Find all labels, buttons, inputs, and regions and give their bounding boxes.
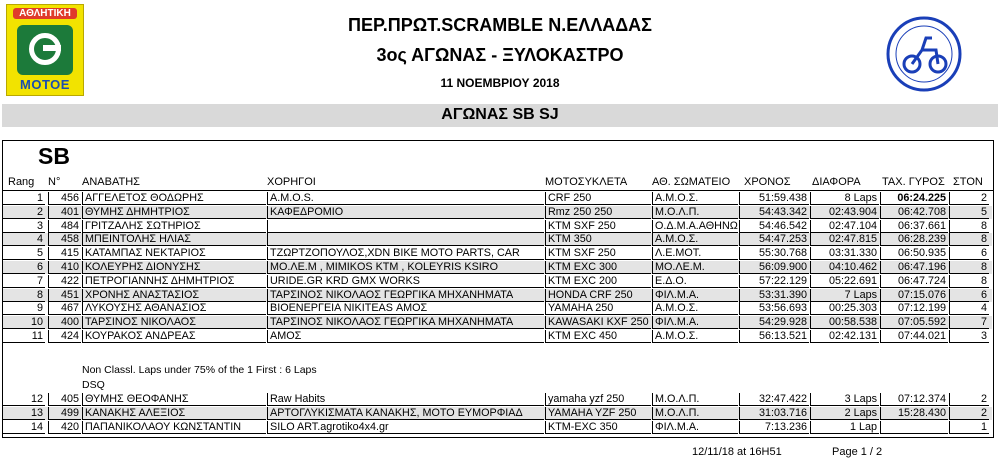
cell-club: Λ.Ε.ΜΟΤ. <box>652 247 738 260</box>
column-headers <box>0 176 1000 190</box>
cell-diff: 02:42.131 <box>810 330 879 343</box>
cell-num: 484 <box>48 220 81 233</box>
cell-club: Α.Μ.Ο.Σ. <box>652 233 738 246</box>
cell-sponsors: ΑΡΤΟΓΛΥΚΙΣΜΑΤΑ ΚΑΝΑΚΗΣ, ΜΟΤΟ ΕΥΜΟΡΦΙΑΔ <box>267 407 544 420</box>
cell-club: Ο.Δ.Μ.Α.ΑΘΗΝΩ <box>652 220 738 233</box>
cell-num: 456 <box>48 192 81 205</box>
cell-bike: CRF 250 <box>545 192 651 205</box>
cell-rang: 2 <box>2 206 45 219</box>
cell-diff: 7 Laps <box>810 289 879 302</box>
cell-time: 32:47.422 <box>739 393 809 406</box>
cell-on: 4 <box>949 302 989 315</box>
cell-sponsors: SILO ART.agrotiko4x4.gr <box>267 421 544 434</box>
cell-bike: KTM EXC 300 <box>545 261 651 274</box>
cell-on: 8 <box>949 233 989 246</box>
cell-bike: KTM EXC 200 <box>545 275 651 288</box>
table-row <box>0 192 1000 205</box>
cell-club: Α.Μ.Ο.Σ. <box>652 302 738 315</box>
table-row <box>0 316 1000 329</box>
logo-top-text: ΑΘΛΗΤΙΚΗ <box>13 8 77 19</box>
cell-time: 57:22.129 <box>739 275 809 288</box>
table-row <box>0 421 1000 434</box>
cell-rang: 7 <box>2 275 45 288</box>
cell-rider: ΛΥΚΟΥΣΗΣ ΑΘΑΝΑΣΙΟΣ <box>82 302 266 315</box>
cell-time: 54:46.542 <box>739 220 809 233</box>
cell-best: 06:50.935 <box>880 247 948 260</box>
cell-rang: 12 <box>2 393 45 406</box>
race-title: ΑΓΩΝΑΣ SB SJ <box>441 106 559 123</box>
cell-sponsors: Raw Habits <box>267 393 544 406</box>
cell-bike: KTM SXF 250 <box>545 220 651 233</box>
cell-club: Ε.Δ.Ο. <box>652 275 738 288</box>
cell-best: 07:05.592 <box>880 316 948 329</box>
dsq-label: DSQ <box>82 379 105 391</box>
col-time: ΧΡΟΝΟΣ <box>744 176 791 188</box>
cell-diff: 02:47.815 <box>810 233 879 246</box>
cell-bike: Rmz 250 250 <box>545 206 651 219</box>
cell-diff: 2 Laps <box>810 407 879 420</box>
cell-sponsors: A.M.O.S. <box>267 192 544 205</box>
table-row <box>0 330 1000 343</box>
cell-club: ΜΟ.ΛΕ.Μ. <box>652 261 738 274</box>
nonclass-note: Non Classl. Laps under 75% of the 1 First : 6 Laps <box>82 364 317 376</box>
championship-title: ΠΕΡ.ΠΡΩΤ.SCRAMBLE Ν.ΕΛΛΑΔΑΣ <box>348 15 652 35</box>
cell-num: 499 <box>48 407 81 420</box>
cell-sponsors: ΒΙΟΕΝΕΡΓΕΙΑ NIKITEAS ΑΜΟΣ <box>267 302 544 315</box>
cell-bike: KTM SXF 250 <box>545 247 651 260</box>
table-row <box>0 233 1000 246</box>
cell-rang: 10 <box>2 316 45 329</box>
cell-bike: YAMAHA YZF 250 <box>545 407 651 420</box>
cell-best: 06:42.708 <box>880 206 948 219</box>
cell-on: 1 <box>949 421 989 434</box>
cell-club: ΦΙΛ.Μ.Α. <box>652 421 738 434</box>
cell-on: 3 <box>949 330 989 343</box>
cell-bike: KTM 350 <box>545 233 651 246</box>
logo-bottom-text: ΜΟΤΟΕ <box>20 77 70 92</box>
cell-best: 07:12.374 <box>880 393 948 406</box>
table-row <box>0 275 1000 288</box>
cell-best: 06:37.661 <box>880 220 948 233</box>
cell-time: 53:31.390 <box>739 289 809 302</box>
cell-on: 7 <box>949 316 989 329</box>
cell-sponsors: ΤΑΡΣΙΝΟΣ ΝΙΚΟΛΑΟΣ ΓΕΩΡΓΙΚΑ ΜΗΧΑΝΗΜΑΤΑ <box>267 289 544 302</box>
cell-time: 51:59.438 <box>739 192 809 205</box>
cell-rang: 3 <box>2 220 45 233</box>
cell-club: Α.Μ.Ο.Σ. <box>652 330 738 343</box>
col-on: ΣΤΟΝ <box>953 176 983 188</box>
cell-time: 54:29.928 <box>739 316 809 329</box>
table-row <box>0 261 1000 274</box>
cell-time: 54:43.342 <box>739 206 809 219</box>
cell-rider: ΓΡΙΤΖΑΛΗΣ ΣΩΤΗΡΙΟΣ <box>82 220 266 233</box>
class-title: SB <box>38 143 70 169</box>
table-row <box>0 302 1000 315</box>
cell-on: 8 <box>949 220 989 233</box>
cell-rider: ΘΥΜΗΣ ΘΕΟΦΑΝΗΣ <box>82 393 266 406</box>
cell-rider: ΑΓΓΕΛΕΤΟΣ ΘΟΔΩΡΗΣ <box>82 192 266 205</box>
cell-num: 415 <box>48 247 81 260</box>
cell-bike: KTM-EXC 350 <box>545 421 651 434</box>
cell-best: 15:28.430 <box>880 407 948 420</box>
cell-sponsors: ΑΜΟΣ <box>267 330 544 343</box>
cell-num: 410 <box>48 261 81 274</box>
cell-best: 07:15.076 <box>880 289 948 302</box>
col-bike: ΜΟΤΟΣΥΚΛΕΤΑ <box>545 176 628 188</box>
cell-num: 400 <box>48 316 81 329</box>
cell-rider: ΚΟΛΕΥΡΗΣ ΔΙΟΝΥΣΗΣ <box>82 261 266 274</box>
cell-diff: 8 Laps <box>810 192 879 205</box>
cell-on: 2 <box>949 407 989 420</box>
cell-best: 06:47.724 <box>880 275 948 288</box>
cell-time: 31:03.716 <box>739 407 809 420</box>
cell-num: 422 <box>48 275 81 288</box>
cell-on: 8 <box>949 261 989 274</box>
cell-rider: ΜΠΕΙΝΤΟΛΗΣ ΗΛΙΑΣ <box>82 233 266 246</box>
cell-num: 458 <box>48 233 81 246</box>
col-club: ΑΘ. ΣΩΜΑΤΕΙΟ <box>652 176 731 188</box>
cell-rider: ΠΕΤΡΟΓΙΑΝΝΗΣ ΔΗΜΗΤΡΙΟΣ <box>82 275 266 288</box>
cell-num: 401 <box>48 206 81 219</box>
cell-best: 07:12.199 <box>880 302 948 315</box>
cell-diff: 02:43.904 <box>810 206 879 219</box>
cell-rider: ΧΡΟΝΗΣ ΑΝΑΣΤΑΣΙΟΣ <box>82 289 266 302</box>
cell-bike: KTM EXC 450 <box>545 330 651 343</box>
cell-rang: 8 <box>2 289 45 302</box>
cell-sponsors: ΜΟ.ΛΕ.Μ , MIMIKOS KTM , KOLEYRIS KSIRO <box>267 261 544 274</box>
cell-diff: 00:58.538 <box>810 316 879 329</box>
cell-on: 2 <box>949 192 989 205</box>
cell-diff: 03:31.330 <box>810 247 879 260</box>
cell-best <box>880 421 948 434</box>
cell-on: 8 <box>949 275 989 288</box>
cell-best: 06:24.225 <box>880 192 948 205</box>
cell-rang: 11 <box>2 330 45 343</box>
cell-sponsors <box>267 233 544 246</box>
print-timestamp: 12/11/18 at 16H51 <box>692 446 782 458</box>
cell-num: 405 <box>48 393 81 406</box>
table-row <box>0 206 1000 219</box>
cell-num: 451 <box>48 289 81 302</box>
cell-sponsors: ΤΖΩΡΤΖΟΠΟΥΛΟΣ,XDN BIKE MOTO PARTS, CAR <box>267 247 544 260</box>
cell-time: 53:56.693 <box>739 302 809 315</box>
cell-bike: YAMAHA 250 <box>545 302 651 315</box>
cell-club: ΦΙΛ.Μ.Α. <box>652 316 738 329</box>
table-row <box>0 247 1000 260</box>
event-date: 11 ΝΟΕΜΒΡΙΟΥ 2018 <box>440 76 560 90</box>
cell-num: 424 <box>48 330 81 343</box>
cell-club: ΦΙΛ.Μ.Α. <box>652 289 738 302</box>
table-row <box>0 220 1000 233</box>
cell-diff: 3 Laps <box>810 393 879 406</box>
cell-sponsors: ΚΑΦΕΔΡΟΜΙΟ <box>267 206 544 219</box>
cell-rider: ΚΑΤΑΜΠΑΣ ΝΕΚΤΑΡΙΟΣ <box>82 247 266 260</box>
col-rider: ΑΝΑΒΑΤΗΣ <box>82 176 140 188</box>
cell-time: 56:13.521 <box>739 330 809 343</box>
col-best-lap: ΤΑΧ. ΓΥΡΟΣ <box>882 176 945 188</box>
cell-time: 55:30.768 <box>739 247 809 260</box>
header-divider <box>2 190 994 191</box>
cell-rang: 13 <box>2 407 45 420</box>
cell-best: 07:44.021 <box>880 330 948 343</box>
cell-rider: ΚΟΥΡΑΚΟΣ ΑΝΔΡΕΑΣ <box>82 330 266 343</box>
cell-sponsors: URIDE.GR KRD GMX WORKS <box>267 275 544 288</box>
cell-bike: yamaha yzf 250 <box>545 393 651 406</box>
cell-rider: ΠΑΠΑΝΙΚΟΛΑΟΥ ΚΩΝΣΤΑΝΤΙΝ <box>82 421 266 434</box>
table-row <box>0 289 1000 302</box>
cell-club: Μ.Ο.Λ.Π. <box>652 206 738 219</box>
col-diff: ΔΙΑΦΟΡΑ <box>812 176 861 188</box>
cell-rang: 5 <box>2 247 45 260</box>
cell-rang: 14 <box>2 421 45 434</box>
cell-club: Μ.Ο.Λ.Π. <box>652 407 738 420</box>
cell-on: 6 <box>949 247 989 260</box>
cell-time: 56:09.900 <box>739 261 809 274</box>
col-rang: Rang <box>8 176 35 188</box>
cell-num: 467 <box>48 302 81 315</box>
cell-rang: 4 <box>2 233 45 246</box>
col-sponsors: ΧΟΡΗΓΟΙ <box>267 176 316 188</box>
cell-rang: 9 <box>2 302 45 315</box>
cell-sponsors: ΤΑΡΣΙΝΟΣ ΝΙΚΟΛΑΟΣ ΓΕΩΡΓΙΚΑ ΜΗΧΑΝΗΜΑΤΑ <box>267 316 544 329</box>
cell-club: Μ.Ο.Λ.Π. <box>652 393 738 406</box>
cell-club: Α.Μ.Ο.Σ. <box>652 192 738 205</box>
cell-on: 5 <box>949 206 989 219</box>
cell-rider: ΚΑΝΑΚΗΣ ΑΛΕΞΙΟΣ <box>82 407 266 420</box>
cell-best: 06:28.239 <box>880 233 948 246</box>
cell-sponsors <box>267 220 544 233</box>
page-indicator: Page 1 / 2 <box>832 446 883 458</box>
cell-rider: ΤΑΡΣΙΝΟΣ ΝΙΚΟΛΑΟΣ <box>82 316 266 329</box>
cell-diff: 05:22.691 <box>810 275 879 288</box>
event-title: 3ος ΑΓΩΝΑΣ - ΞΥΛΟΚΑΣΤΡΟ <box>376 45 624 65</box>
cell-rang: 1 <box>2 192 45 205</box>
cell-rang: 6 <box>2 261 45 274</box>
cell-on: 6 <box>949 289 989 302</box>
cell-time: 7:13.236 <box>739 421 809 434</box>
cell-best: 06:47.196 <box>880 261 948 274</box>
cell-rider: ΘΥΜΗΣ ΔΗΜΗΤΡΙΟΣ <box>82 206 266 219</box>
cell-time: 54:47.253 <box>739 233 809 246</box>
cell-diff: 04:10.462 <box>810 261 879 274</box>
col-num: N° <box>48 176 61 188</box>
cell-on: 2 <box>949 393 989 406</box>
cell-diff: 00:25.303 <box>810 302 879 315</box>
cell-num: 420 <box>48 421 81 434</box>
table-row <box>0 407 1000 420</box>
cell-bike: HONDA CRF 250 <box>545 289 651 302</box>
cell-diff: 1 Lap <box>810 421 879 434</box>
table-row <box>0 393 1000 406</box>
cell-diff: 02:47.104 <box>810 220 879 233</box>
cell-bike: KAWASAKI KXF 250 <box>545 316 651 329</box>
